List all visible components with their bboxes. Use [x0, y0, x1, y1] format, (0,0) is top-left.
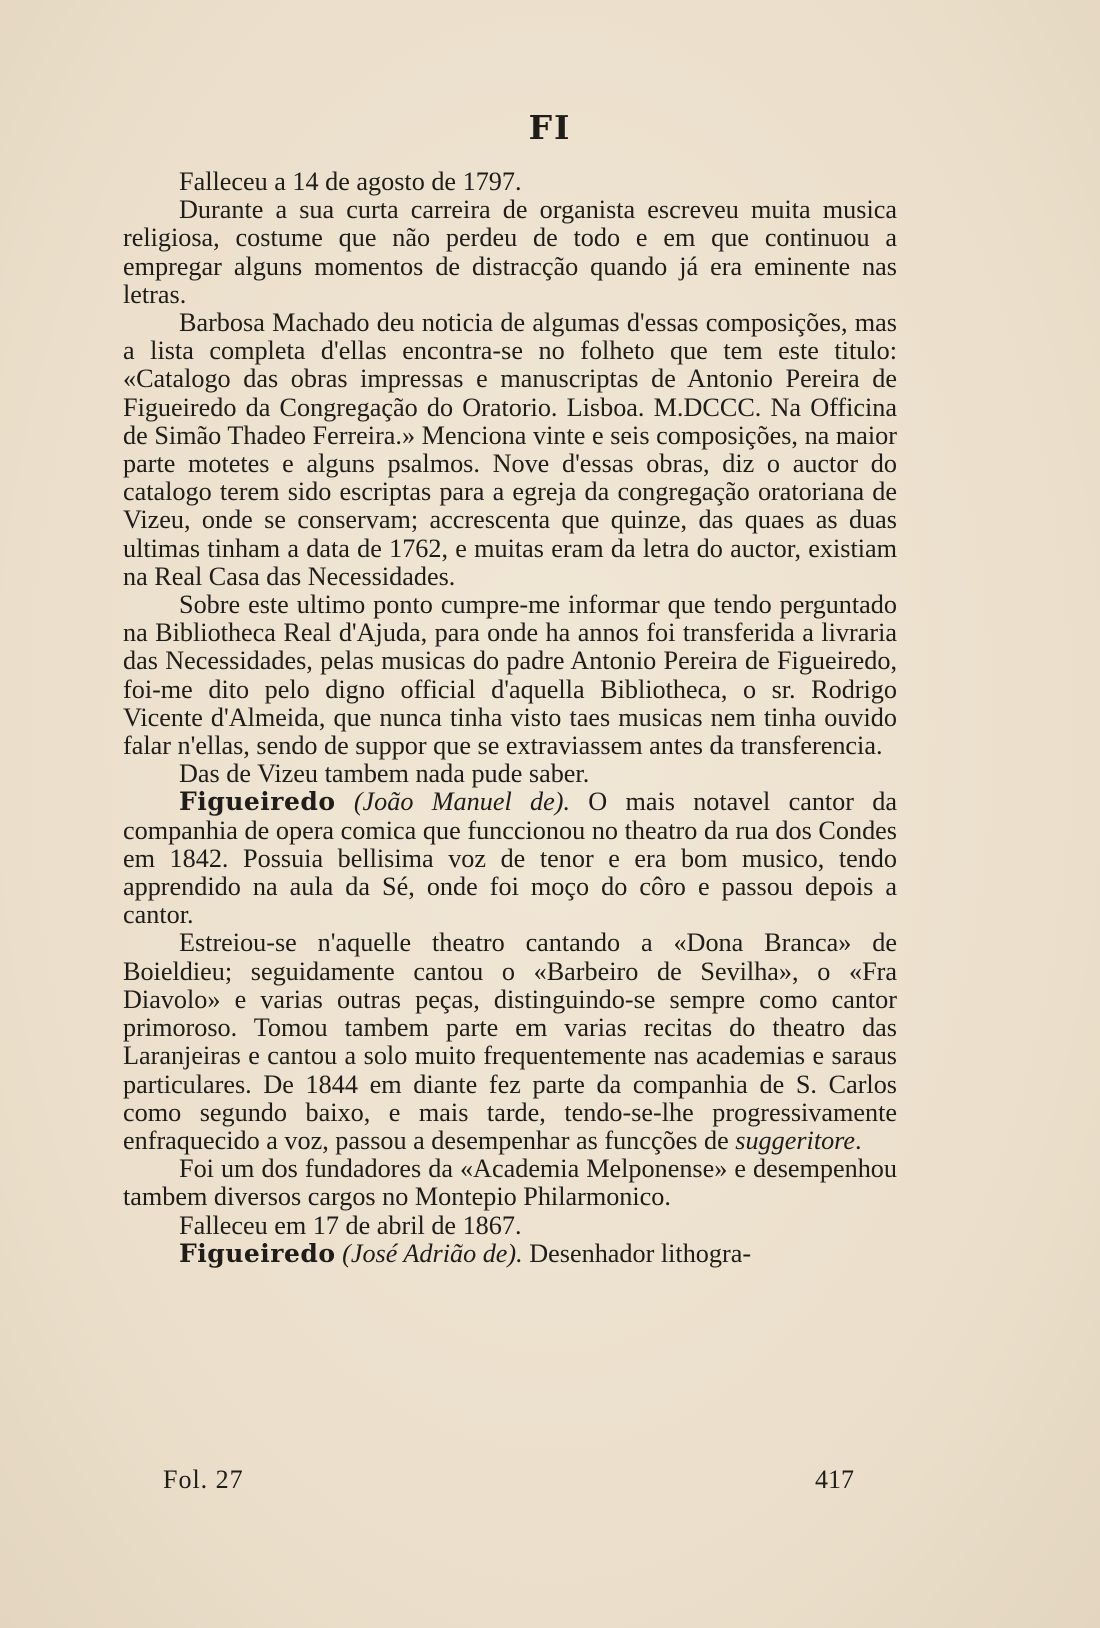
italic-term: suggeritore — [735, 1125, 856, 1155]
paragraph-death-date: Falleceu a 14 de agosto de 1797. — [179, 167, 522, 196]
paragraph-debut — [123, 929, 897, 1155]
body-text — [123, 168, 897, 1268]
paragraph-career: Durante a sua curta carreira de organista escreveu muita musica religiosa, costume que não perdeu de todo e em que continuou a empregar alguns momentos de distracção quando já era eminente nas letras. — [123, 195, 897, 309]
entry-given-name: (João Manuel de). — [353, 787, 570, 817]
entry-given-name: (José Adrião de). — [342, 1238, 523, 1268]
paragraph-founder: Foi um dos fundadores da «Academia Melponense» e desempenhou tambem diversos cargos no Montepio Philarmonico. — [123, 1154, 897, 1212]
signature-mark: Fol. 27 — [163, 1465, 244, 1494]
entry-text: Desenhador lithogra- — [522, 1238, 752, 1268]
paragraph-vizeu: Das de Vizeu tambem nada pude saber. — [179, 759, 590, 789]
paragraph-catalogue: Barbosa Machado deu noticia de algumas d'essas composições, mas a lista completa d'ellas encontra-se no folheto que tem este titulo: «Catalogo das obras impressas e manuscriptas de Antonio Pereira de Figueiredo da Congregação do Oratorio. Lisboa. M.DCCC. Na Officina de Simão Thadeo Ferreira.» Menciona vinte e seis composições, na maior parte motetes e alguns psalmos. Nove d'essas obras, diz o auctor do catalogo terem sido escriptas para a egreja da congregação oratoriana de Vizeu, onde se conservam; accrescenta que quinze, das quaes as duas ultimas tinham a data de 1762, e muitas eram da letra do auctor, existiam na Real Casa das Necessidades. — [123, 308, 897, 591]
paragraph-debut-end: . — [855, 1125, 862, 1155]
entry-text: O mais notavel cantor da companhia de opera comica que funccionou no theatro da rua dos Condes em 1842. Possuia bellisima voz de tenor e era bom musico, tendo apprendido na aula da Sé, onde foi moço do côro e passou depois a cantor. — [123, 787, 897, 930]
paragraph-library: Sobre este ultimo ponto cumpre-me informar que tendo perguntado na Bibliotheca Real d'Ajuda, para onde ha annos foi transferida a livraria das Necessidades, pelas musicas do padre Antonio Pereira de Figueiredo, foi-me dito pelo digno official d'aquella Bibliotheca, o sr. Rodrigo Vicente d'Almeida, que nunca tinha visto taes musicas nem tinha ouvido falar n'ellas, sendo de suppor que se extraviassem antes da transferencia. — [123, 590, 897, 761]
entry-headword: Figueiredo — [179, 787, 336, 817]
paragraph-debut-text: Estreiou-se n'aquelle theatro cantando a «Dona Branca» de Boieldieu; seguidamente cantou o «Barbeiro de Sevilha», o «Fra Diavolo» e varias outras peças, distinguindo-se sempre como cantor primoroso. Tomou tambem parte em varias recitas do theatro das Laranjeiras e cantou a solo muito frequentemente nas academias e saraus particulares. De 1844 em diante fez parte da companhia de S. Carlos como segundo baixo, e mais tarde, tendo-se-lhe progressivamente enfraquecido a voz, passou a desempenhar as funcções de — [123, 928, 897, 1155]
entry-joao-manuel — [123, 788, 897, 929]
paragraph-death-1867: Falleceu em 17 de abril de 1867. — [179, 1210, 522, 1240]
entry-headword: Figueiredo — [179, 1238, 336, 1268]
page-number: 417 — [815, 1465, 854, 1494]
running-header: FI — [528, 108, 572, 147]
entry-jose-adriao — [123, 1240, 897, 1268]
